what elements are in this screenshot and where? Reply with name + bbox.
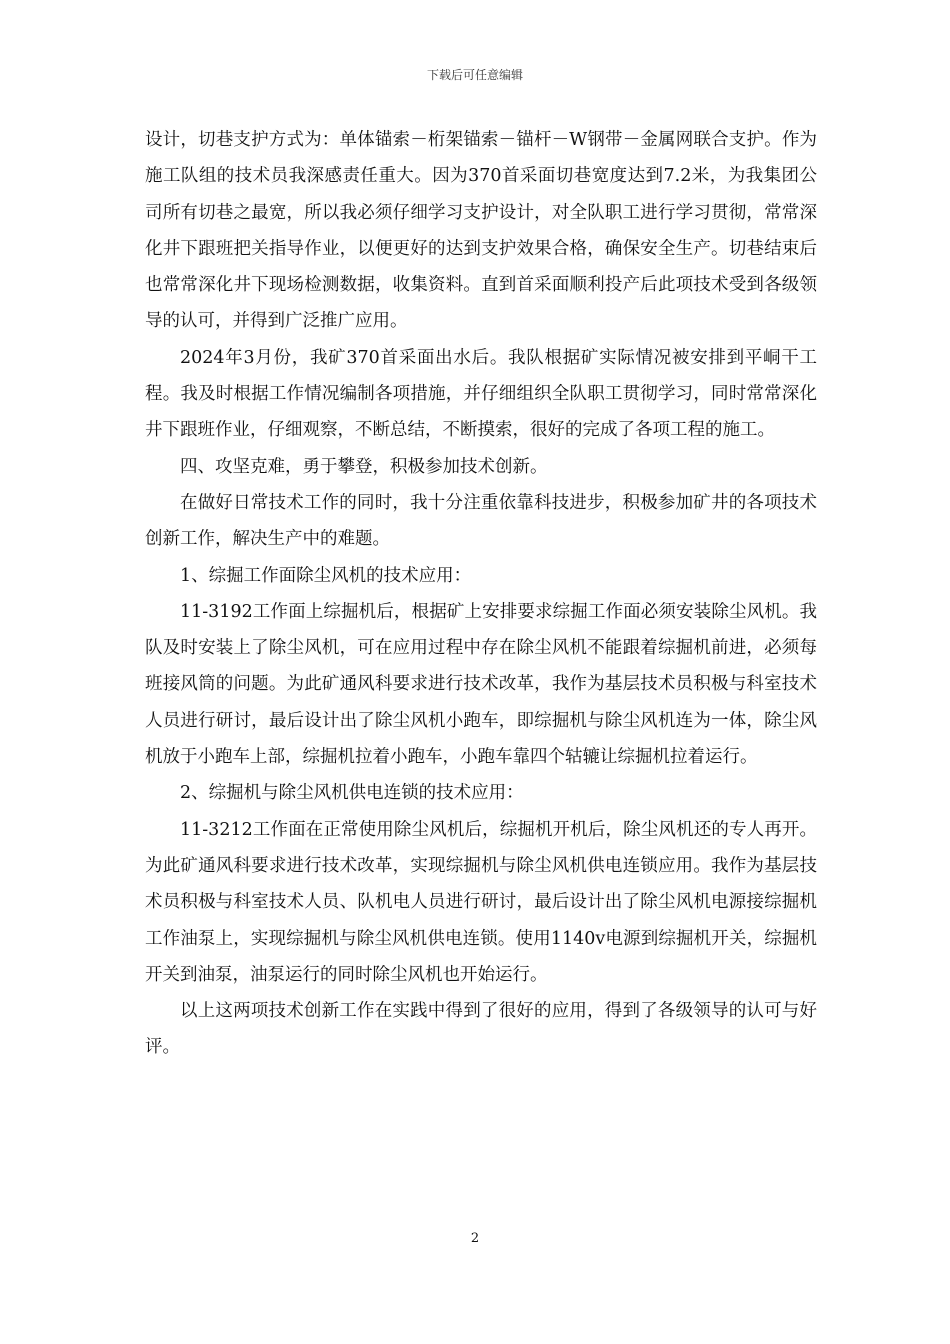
paragraph: 在做好日常技术工作的同时，我十分注重依靠科技进步，积极参加矿井的各项技术创新工作，解决生产中的难题。 <box>145 492 817 550</box>
document-body <box>145 122 817 1066</box>
paragraph: 以上这两项技术创新工作在实践中得到了很好的应用，得到了各级领导的认可与好评。 <box>145 1001 817 1058</box>
page-header: 下载后可任意编辑 <box>426 68 523 82</box>
paragraph: 11-3212工作面在正常使用除尘风机后，综掘机开机后，除尘风机还的专人再开。为此矿通风科要求进行技术改革，实现综掘机与除尘风机供电连锁应用。我作为基层技术员积极与科室技术人员、队机电人员进行研讨，最后设计出了除尘风机电源接综掘机工作油泵上，实现综掘机与除尘风机供电连锁。使用1140v电源到综掘机开关，综掘机开关到油泵，油泵运行的同时除尘风机也开始运行。 <box>145 819 817 985</box>
paragraph: 2024年3月份，我矿370首采面出水后。我队根据矿实际情况被安排到平峒干工程。我及时根据工作情况编制各项措施，并仔细组织全队职工贯彻学习，同时常常深化井下跟班作业，仔细观察，不断总结，不断摸索，很好的完成了各项工程的施工。 <box>145 347 817 441</box>
subsection-heading: 1、综掘工作面除尘风机的技术应用： <box>180 565 472 586</box>
section-heading: 四、攻坚克难，勇于攀登，积极参加技术创新。 <box>180 456 548 477</box>
paragraph: 设计，切巷支护方式为：单体锚索－桁架锚索－锚杆－W钢带－金属网联合支护。作为施工队组的技术员我深感责任重大。因为370首采面切巷宽度达到7.2米，为我集团公司所有切巷之最宽，所以我必须仔细学习支护设计，对全队职工进行学习贯彻，常常深化井下跟班把关指导作业，以便更好的达到支护效果合格，确保安全生产。切巷结束后也常常深化井下现场检测数据，收集资料。直到首采面顺利投产后此项技术受到各级领导的认可，并得到广泛推广应用。 <box>145 130 817 332</box>
paragraph: 11-3192工作面上综掘机后，根据矿上安排要求综掘工作面必须安装除尘风机。我队及时安装上了除尘风机，可在应用过程中存在除尘风机不能跟着综掘机前进，必须每班接风筒的问题。为此矿通风科要求进行技术改革，我作为基层技术员积极与科室技术人员进行研讨，最后设计出了除尘风机小跑车，即综掘机与除尘风机连为一体，除尘风机放于小跑车上部，综掘机拉着小跑车，小跑车靠四个轱辘让综掘机拉着运行。 <box>145 601 817 768</box>
page-number: 2 <box>470 1231 480 1246</box>
subsection-heading: 2、综掘机与除尘风机供电连锁的技术应用： <box>180 783 524 804</box>
